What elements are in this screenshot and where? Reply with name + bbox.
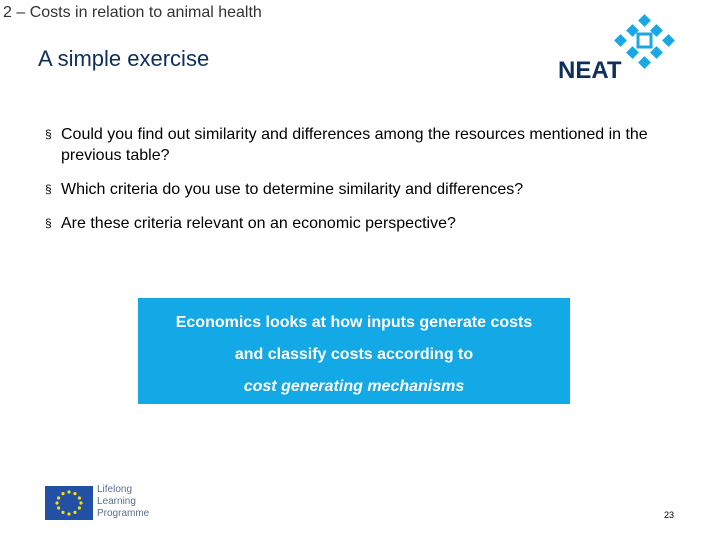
bullet-item (45, 124, 685, 166)
section-title: 2 – Costs in relation to animal health (3, 4, 262, 21)
bullet-item (45, 179, 685, 200)
callout-line: and classify costs according to (234, 346, 474, 363)
bullet-list (45, 124, 685, 234)
bullet-marker: § (45, 182, 52, 196)
eu-flag-icon (45, 486, 93, 520)
bullet-text: Are these criteria relevant on an economic perspective? (61, 215, 456, 232)
callout-line: Economics looks at how inputs generate costs (175, 314, 533, 331)
programme-name: Lifelong Learning Programme (97, 484, 150, 519)
bullet-marker: § (45, 216, 52, 230)
lifelong-learning-logo (45, 484, 185, 524)
bullet-marker: § (45, 127, 52, 141)
neat-logo-text: NEAT (558, 57, 622, 82)
bullet-item (45, 213, 685, 234)
callout-box (138, 298, 570, 404)
neat-logo (556, 14, 676, 82)
bullet-text: Which criteria do you use to determine similarity and differences? (61, 181, 524, 198)
callout-emphasis: cost generating mechanisms (243, 378, 465, 395)
slide-title: A simple exercise (38, 46, 210, 71)
bullet-text: Could you find out similarity and differences among the resources mentioned in the previous table? (61, 126, 648, 164)
page-number: 23 (664, 510, 675, 520)
